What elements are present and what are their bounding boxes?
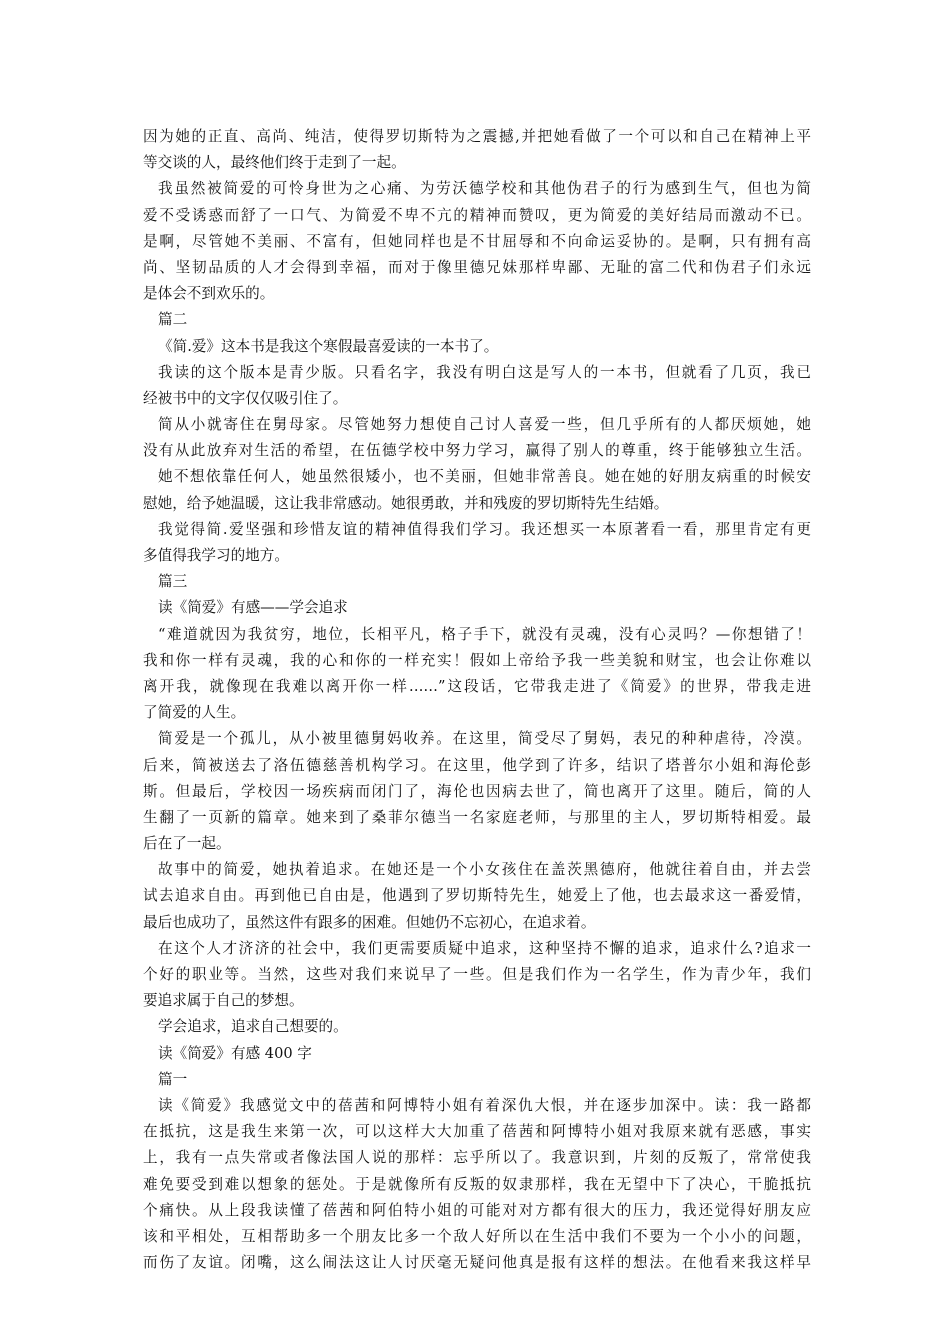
text-line: 是体会不到欢乐的。 bbox=[143, 285, 275, 303]
text-line: 我读的这个版本是青少版。只看名字，我没有明白这是写人的一本书，但就看了几页，我已 bbox=[158, 363, 811, 381]
text-line: 了简爱的人生。 bbox=[143, 704, 246, 722]
text-line: 故事中的简爱，她执着追求。在她还是一个小女孩住在盖茨黑德府，他就往着自由，并去尝 bbox=[158, 861, 811, 879]
text-line: 等交谈的人，最终他们终于走到了一起。 bbox=[143, 154, 406, 172]
text-line: 难免要受到难以想象的惩处。于是就像所有反叛的奴隶那样，我在无望中下了决心，干脆抵抗 bbox=[143, 1175, 811, 1193]
text-line: 我觉得简.爱坚强和珍惜友谊的精神值得我们学习。我还想买一本原著看一看，那里肯定有更 bbox=[158, 520, 811, 538]
text-line: 《简.爱》这本书是我这个寒假最喜爱读的一本书了。 bbox=[158, 337, 499, 355]
text-line: 读《简爱》有感——学会追求 bbox=[158, 599, 348, 617]
text-line: 后来，简被送去了洛伍德慈善机构学习。在这里，他学到了许多，结识了塔普尔小姐和海伦彭 bbox=[143, 756, 811, 774]
text-line: 上，我有一点失常或者像法国人说的那样：忘乎所以了。我意识到，片刻的反叛了，常常使我 bbox=[143, 1149, 811, 1167]
text-line: 是啊，尽管她不美丽、不富有，但她同样也是不甘屈辱和不向命运妥协的。是啊，只有拥有高 bbox=[143, 232, 811, 250]
text-line: 个好的职业等。当然，这些对我们来说早了一些。但是我们作为一名学生，作为青少年，我们 bbox=[143, 966, 811, 983]
text-line: 读《简爱》有感 400 字 bbox=[158, 1044, 312, 1062]
document-page bbox=[143, 124, 811, 1276]
text-line: 简爱是一个孤儿，从小被里德舅妈收养。在这里，简受尽了舅妈，表兄的种种虐待，冷漠。 bbox=[158, 730, 811, 748]
text-line: 篇三 bbox=[158, 573, 188, 591]
text-line: 生翻了一页新的篇章。她来到了桑菲尔德当一名家庭老师，与那里的主人，罗切斯特相爱。最 bbox=[143, 808, 811, 826]
text-line: 最后也成功了，虽然这件有跟多的困难。但她仍不忘初心，在追求着。 bbox=[143, 913, 596, 931]
text-line: 多值得我学习的地方。 bbox=[143, 547, 289, 564]
text-line: “难道就因为我贫穷，地位，长相平凡，格子手下，就没有灵魂，没有心灵吗？—你想错了！ bbox=[158, 625, 811, 643]
text-line: 斯。但最后，学校因一场疾病而闭门了，海伦也因病去世了，简也离开了这里。随后，简的人 bbox=[143, 782, 811, 800]
text-line: 学会追求，追求自己想要的。 bbox=[158, 1018, 348, 1036]
text-line: 没有从此放弃对生活的希望，在伍德学校中努力学习，赢得了别人的尊重，终于能够独立生活。 bbox=[143, 442, 811, 460]
text-line: 慰她，给予她温暖，这让我非常感动。她很勇敢，并和残废的罗切斯特先生结婚。 bbox=[143, 494, 669, 512]
text-line: 而伤了友谊。闭嘴，这么闹法这让人讨厌毫无疑问他真是报有这样的想法。在他看来我这样早 bbox=[143, 1254, 811, 1272]
text-line: 该和平相处，互相帮助多一个朋友比多一个敌人好所以在生活中我们不要为一个小小的问题， bbox=[143, 1227, 811, 1245]
text-line: 试去追求自由。再到他已自由是，他遇到了罗切斯特先生，她爱上了他，也去最求这一番爱情， bbox=[143, 887, 811, 905]
text-line: 后在了一起。 bbox=[143, 835, 231, 853]
text-line: 我虽然被简爱的可怜身世为之心痛、为劳沃德学校和其他伪君子的行为感到生气，但也为简 bbox=[158, 180, 811, 198]
text-line: 她不想依靠任何人，她虽然很矮小，也不美丽，但她非常善良。她在她的好朋友病重的时候安 bbox=[158, 468, 811, 486]
text-line: 要追求属于自己的梦想。 bbox=[143, 992, 304, 1010]
text-line: 因为她的正直、高尚、纯洁，使得罗切斯特为之震撼,并把她看做了一个可以和自己在精神上平 bbox=[143, 128, 811, 145]
text-line: 读《简爱》我感觉文中的蓓茜和阿博特小姐有着深仇大恨，并在逐步加深中。读：我一路都 bbox=[158, 1096, 811, 1114]
text-line: 在这个人才济济的社会中，我们更需要质疑中追求，这种坚持不懈的追求，追求什么?追求一 bbox=[158, 939, 811, 957]
text-line: 篇一 bbox=[158, 1070, 188, 1088]
text-line: 爱不受诱惑而舒了一口气、为简爱不卑不亢的精神而赞叹，更为简爱的美好结局而激动不已。 bbox=[143, 206, 811, 224]
text-line: 简从小就寄住在舅母家。尽管她努力想使自己讨人喜爱一些，但几乎所有的人都厌烦她，她 bbox=[158, 416, 811, 434]
text-line: 尚、坚韧品质的人才会得到幸福，而对于像里德兄妹那样卑鄙、无耻的富二代和伪君子们永远 bbox=[143, 258, 811, 276]
text-line: 经被书中的文字仅仅吸引住了。 bbox=[143, 389, 348, 407]
text-line: 离开我，就像现在我难以离开你一样……”这段话，它带我走进了《简爱》的世界，带我走进 bbox=[143, 677, 811, 695]
text-line: 篇二 bbox=[158, 311, 188, 329]
text-line: 我和你一样有灵魂，我的心和你的一样充实！假如上帝给予我一些美貌和财宝，也会让你难以 bbox=[143, 651, 811, 669]
text-line: 在抵抗，这是我生来第一次，可以这样大大加重了蓓茜和阿博特小姐对我原来就有恶感，事实 bbox=[143, 1123, 811, 1141]
text-line: 个痛快。从上段我读懂了蓓茜和阿伯特小姐的可能对对方都有很大的压力，我还觉得好朋友应 bbox=[143, 1201, 811, 1219]
